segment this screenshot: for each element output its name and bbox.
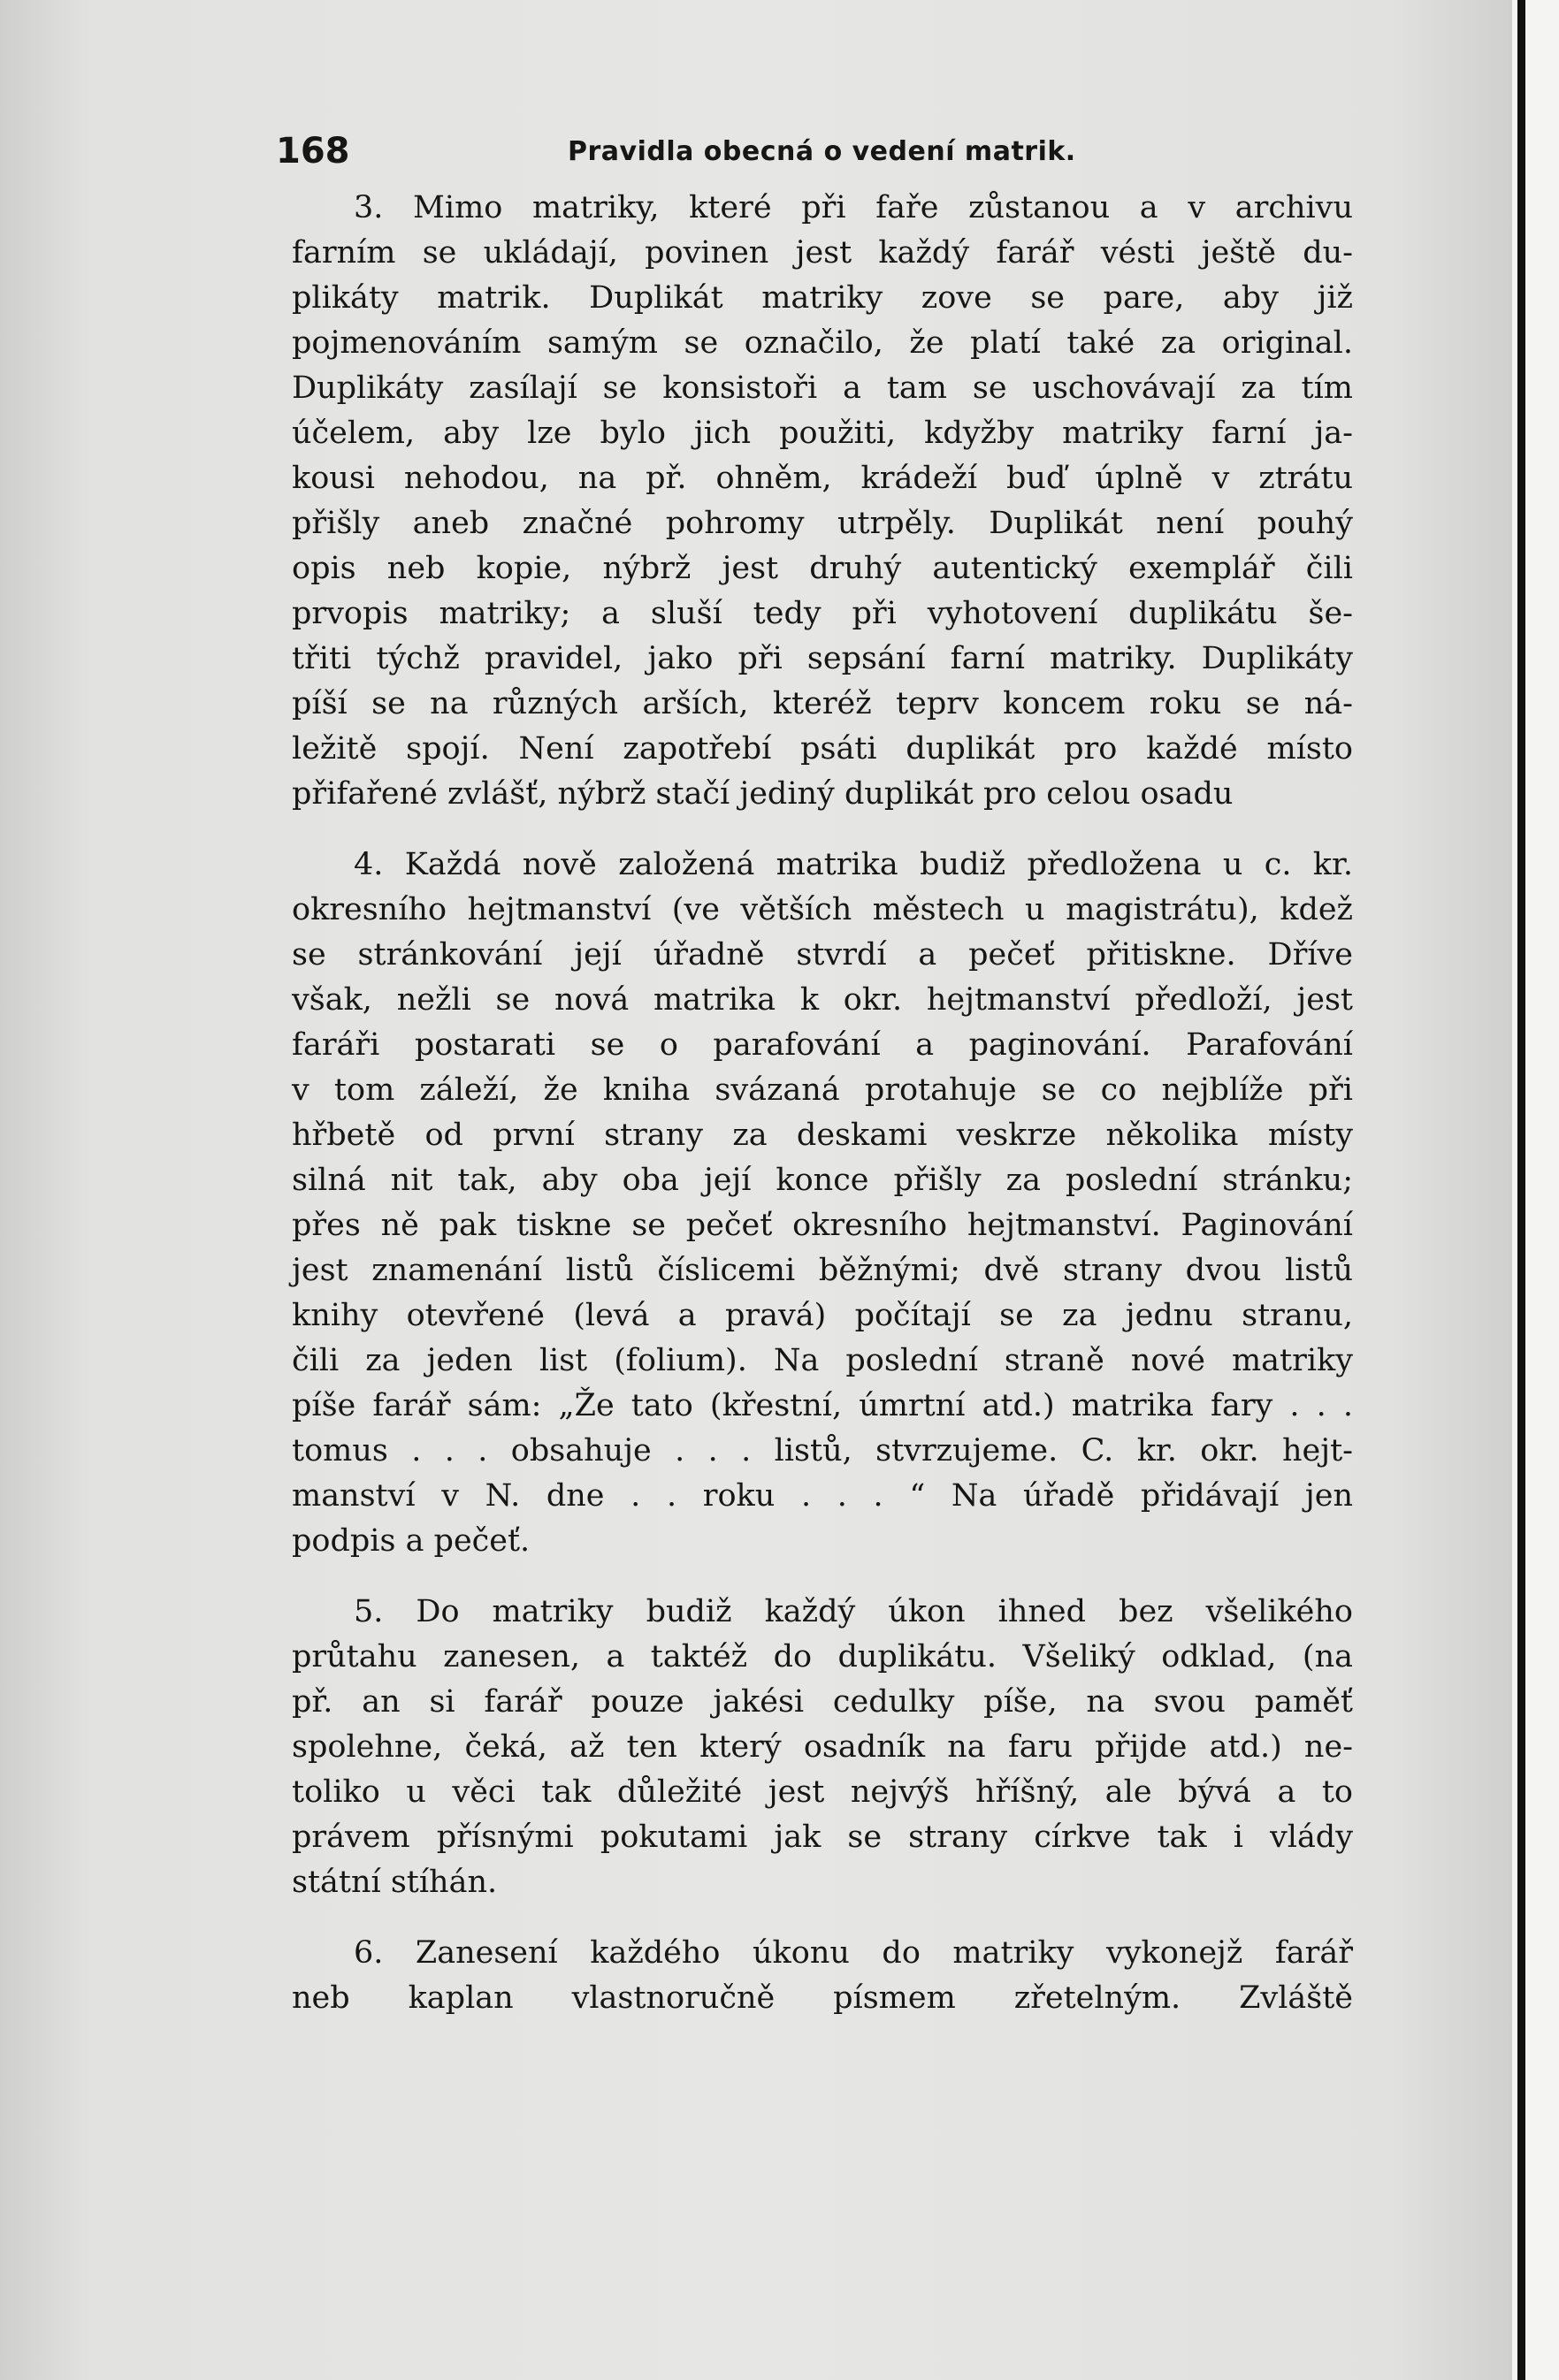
binding-edge-line (1517, 0, 1525, 2380)
text-line: průtahu zanesen, a taktéž do duplikátu. Všeliký odklad, (na (292, 1639, 1353, 1674)
text-line: účelem, aby lze bylo jich použiti, kdyžby matriky farní ja- (292, 416, 1353, 451)
text-line: neb kaplan vlastnoručně písmem zřetelným. Zvláště (292, 1980, 1353, 2016)
text-line: přifařené zvlášť, nýbrž stačí jediný duplikát pro celou osadu (292, 776, 1234, 812)
page-number: 168 (276, 131, 350, 172)
paragraph-5 (292, 1590, 1353, 1905)
text-line: silná nit tak, aby oba její konce přišly za poslední stránku; (292, 1163, 1353, 1198)
text-line: podpis a pečeť. (292, 1523, 531, 1559)
text-line: hřbetě od první strany za deskami veskrze několika místy (292, 1118, 1353, 1153)
paragraph-3 (292, 186, 1353, 817)
text-line: knihy otevřené (levá a pravá) počítají se za jednu stranu, (292, 1298, 1353, 1333)
text-line: přišly aneb značné pohromy utrpěly. Duplikát není pouhý (292, 506, 1353, 541)
text-line: faráři postarati se o parafování a paginování. Parafování (292, 1027, 1353, 1063)
paragraph-4 (292, 843, 1353, 1564)
text-line: píší se na různých arších, kteréž teprv koncem roku se ná- (292, 686, 1353, 721)
text-line: jest znamenání listů číslicemi běžnými; dvě strany dvou listů (292, 1253, 1353, 1288)
text-line: tomus . . . obsahuje . . . listů, stvrzujeme. C. kr. okr. hejt- (292, 1433, 1353, 1468)
text-line: kousi nehodou, na př. ohněm, krádeží buď úplně v ztrátu (292, 461, 1353, 496)
text-line: píše farář sám: „Že tato (křestní, úmrtní atd.) matrika fary . . . (292, 1388, 1353, 1423)
text-line: čili za jeden list (folium). Na poslední straně nové matriky (292, 1343, 1353, 1378)
text-line: opis neb kopie, nýbrž jest druhý autentický exemplář čili (292, 551, 1353, 586)
running-title: Pravidla obecná o vedení matrik. (568, 136, 1076, 167)
page-header (276, 131, 1381, 184)
text-line: v tom záleží, že kniha svázaná protahuje se co nejblíže při (292, 1072, 1353, 1108)
text-line: Duplikáty zasílají se konsistoři a tam se uschovávají za tím (292, 370, 1353, 406)
text-line: 3. Mimo matriky, které při faře zůstanou a v archivu (354, 190, 1353, 225)
text-line: spolehne, čeká, až ten který osadník na faru přijde atd.) ne- (292, 1729, 1353, 1765)
text-line: př. an si farář pouze jakési cedulky píše, na svou paměť (292, 1684, 1353, 1720)
text-line: manství v N. dne . . roku . . . “ Na úřadě přidávají jen (292, 1478, 1353, 1514)
text-line: právem přísnými pokutami jak se strany církve tak i vlády (292, 1819, 1353, 1855)
body-text (292, 186, 1353, 2021)
text-line: 6. Zanesení každého úkonu do matriky vykonejž farář (354, 1935, 1353, 1971)
text-line: plikáty matrik. Duplikát matriky zove se pare, aby již (292, 280, 1353, 316)
text-line: prvopis matriky; a sluší tedy při vyhotovení duplikátu še- (292, 596, 1353, 631)
text-line: státní stíhán. (292, 1865, 498, 1900)
text-line: třiti týchž pravidel, jako při sepsání farní matriky. Duplikáty (292, 641, 1353, 676)
text-line: 4. Každá nově založená matrika budiž předložena u c. kr. (354, 847, 1353, 882)
text-line: 5. Do matriky budiž každý úkon ihned bez všelikého (354, 1594, 1353, 1629)
text-line: pojmenováním samým se označilo, že platí také za original. (292, 325, 1353, 361)
text-line: se stránkování její úřadně stvrdí a pečeť přitiskne. Dříve (292, 937, 1353, 973)
text-line: přes ně pak tiskne se pečeť okresního hejtmanství. Paginování (292, 1208, 1353, 1243)
text-line: ležitě spojí. Není zapotřebí psáti duplikát pro každé místo (292, 731, 1353, 767)
text-line: farním se ukládají, povinen jest každý farář vésti ještě du- (292, 235, 1353, 271)
text-line: však, nežli se nová matrika k okr. hejtmanství předloží, jest (292, 982, 1353, 1018)
text-line: toliko u věci tak důležité jest nejvýš hříšný, ale bývá a to (292, 1774, 1353, 1810)
text-line: okresního hejtmanství (ve větších městech u magistrátu), kdež (292, 892, 1353, 927)
paragraph-6 (292, 1931, 1353, 2021)
